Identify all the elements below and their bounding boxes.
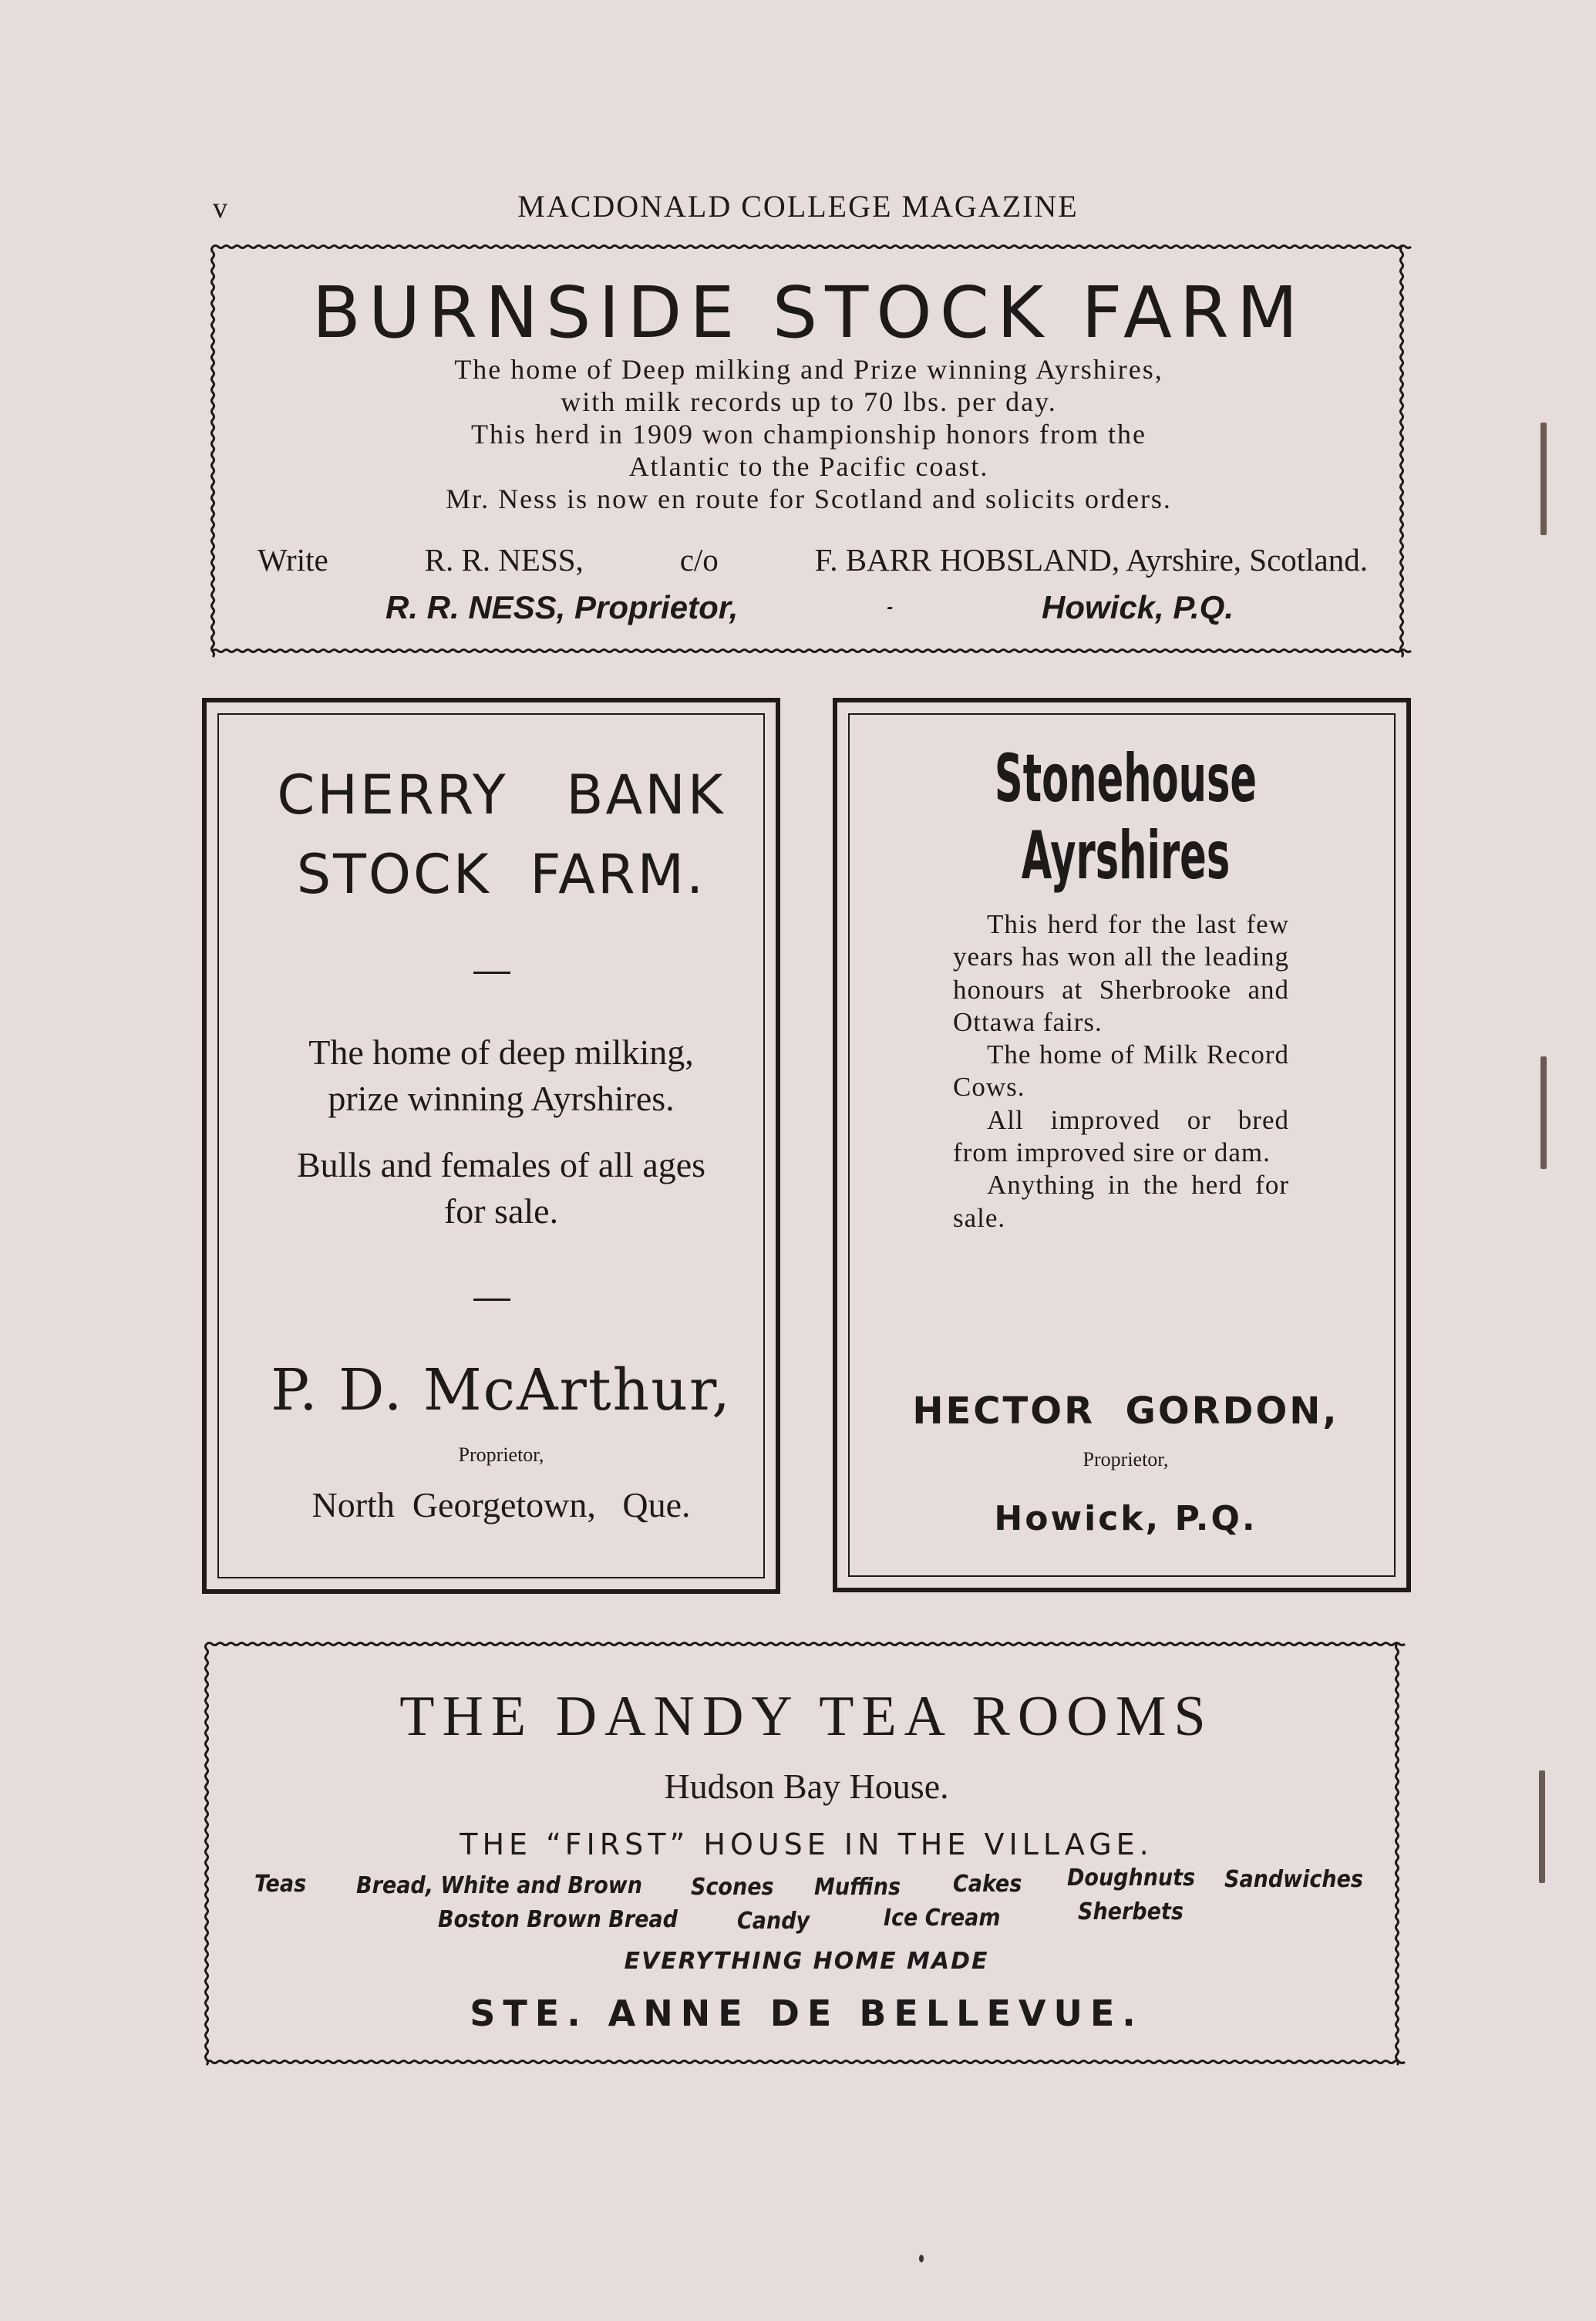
menu-item: Ice Cream (884, 1905, 1001, 1932)
dandy-home-made: EVERYTHING HOME MADE (624, 1948, 989, 1975)
burnside-line: This herd in 1909 won championship honors from the (471, 419, 1146, 450)
menu-item: Scones (691, 1874, 774, 1901)
wavy-border-edge (213, 650, 1411, 652)
cherry-bank-location: North Georgetown, Que. (311, 1485, 691, 1524)
write-name: R. R. NESS, (424, 542, 584, 578)
cherry-bank-title-line1: CHERRY BANK (277, 763, 726, 827)
cherry-bank-body: The home of deep milking, (308, 1032, 694, 1072)
stonehouse-paragraph: All improved or bred from improved sire or dam. (953, 1104, 1289, 1168)
wavy-border-edge (1401, 247, 1403, 657)
dandy-location: STE. ANNE DE BELLEVUE. (470, 1993, 1143, 2034)
dandy-title: THE DANDY TEA ROOMS (399, 1685, 1214, 1748)
divider-dash (473, 972, 510, 974)
menu-item: Cakes (953, 1871, 1022, 1898)
separator-dash: - (887, 597, 894, 618)
write-address: F. BARR HOBSLAND, Ayrshire, Scotland. (814, 542, 1368, 578)
burnside-write-line (258, 541, 1368, 578)
burnside-proprietor-line (386, 589, 1234, 626)
staple (1539, 1770, 1545, 1883)
menu-item: Candy (737, 1908, 810, 1935)
stonehouse-paragraph: This herd for the last few years has won all the leading honours at Sherbrooke and Ottawa fairs. (953, 909, 1289, 1037)
staple (1540, 423, 1547, 535)
stonehouse-location: Howick, P.Q. (994, 1499, 1258, 1538)
cherry-bank-title-line2: STOCK FARM. (296, 843, 706, 906)
wavy-border-edge (213, 246, 1411, 248)
cherry-bank-body: Bulls and females of all ages (296, 1145, 706, 1184)
cherry-bank-proprietor-name: P. D. McArthur, (271, 1357, 732, 1423)
page-number: v (213, 192, 227, 224)
cherry-bank-body: for sale. (443, 1191, 559, 1231)
menu-item: Doughnuts (1067, 1865, 1196, 1891)
staple (1540, 1056, 1547, 1169)
ink-speck (919, 2255, 924, 2262)
stonehouse-proprietor-name: HECTOR GORDON, (912, 1390, 1339, 1433)
dandy-subtitle: Hudson Bay House. (664, 1767, 949, 1806)
burnside-line: with milk records up to 70 lbs. per day. (561, 386, 1057, 417)
burnside-line: Mr. Ness is now en route for Scotland and solicits orders. (446, 483, 1172, 514)
burnside-title: BURNSIDE STOCK FARM (311, 271, 1306, 354)
divider-dash (473, 1299, 510, 1301)
burnside-line: The home of Deep milking and Prize winning Ayrshires, (454, 354, 1163, 385)
wavy-border-edge (212, 247, 214, 657)
menu-item: Muffins (814, 1874, 901, 1901)
menu-item: Teas (254, 1871, 307, 1898)
cherry-bank-body: prize winning Ayrshires. (328, 1079, 675, 1118)
menu-item: Boston Brown Bread (438, 1906, 678, 1933)
stonehouse-body (953, 908, 1289, 1235)
menu-item: Sherbets (1078, 1898, 1184, 1925)
cherry-bank-proprietor-label: Proprietor, (458, 1443, 544, 1466)
stonehouse-title: Stonehouse Ayrshires (994, 740, 1258, 894)
wavy-border-edge (207, 2061, 1405, 2063)
stonehouse-paragraph: The home of Milk Record Cows. (953, 1039, 1289, 1103)
menu-item: Bread, White and Brown (356, 1872, 642, 1899)
burnside-proprietor: R. R. NESS, Proprietor, (386, 589, 739, 625)
stonehouse-proprietor-label: Proprietor, (1083, 1448, 1169, 1470)
burnside-line: Atlantic to the Pacific coast. (628, 451, 989, 482)
write-prefix: Write (258, 542, 328, 578)
dandy-tagline: THE “FIRST” HOUSE IN THE VILLAGE. (460, 1827, 1153, 1861)
menu-item: Sandwiches (1224, 1866, 1363, 1893)
wavy-border-edge (207, 1643, 1405, 1646)
burnside-location: Howick, P.Q. (1042, 589, 1234, 625)
running-head: MACDONALD COLLEGE MAGAZINE (517, 189, 1079, 224)
stonehouse-paragraph: Anything in the herd for sale. (953, 1170, 1289, 1233)
wavy-border-edge (206, 1644, 208, 2065)
write-co: c/o (679, 542, 719, 578)
